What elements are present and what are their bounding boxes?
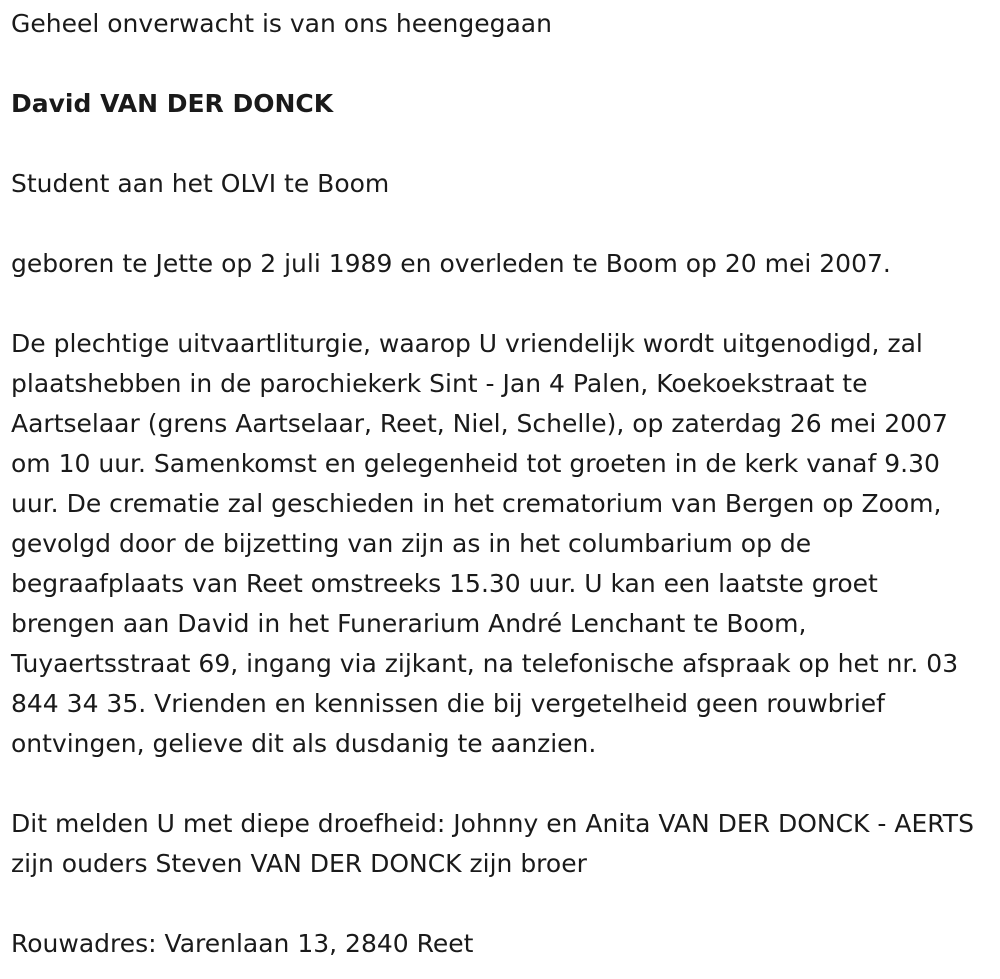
deceased-name: David VAN DER DONCK [11,89,334,118]
mourning-address: Rouwadres: Varenlaan 13, 2840 Reet [11,929,474,958]
occupation-text: Student aan het OLVI te Boom [11,169,390,198]
ceremony-details: De plechtige uitvaartliturgie, waarop U vriendelijk wordt uitgenodigd, zal plaatshebben in de parochiekerk Sint - Jan 4 Palen, Koekoekstraat te Aartselaar (grens Aartselaar, Reet, Niel, Schelle), op zaterdag 26 mei 2007 om 10 uur. Samenkomst en gelegenheid tot groeten in de kerk vanaf 9.30 uur. De crematie zal geschieden in het crematorium van Bergen op Zoom, gevolgd door de bijzetting van zijn as in het columbarium op de begraafplaats van Reet omstreeks 15.30 uur. U kan een laatste groet brengen aan David in het Funerarium André Lenchant te Boom, Tuyaertsstraat 69, ingang via zijkant, na telefonische afspraak op het nr. 03 844 34 35. Vrienden en kennissen die bij vergetelheid geen rouwbrief ontvingen, gelieve dit als dusdanig te aanzien. [11,329,959,758]
intro-text: Geheel onverwacht is van ons heengegaan [11,9,552,38]
birth-death-text: geboren te Jette op 2 juli 1989 en overleden te Boom op 20 mei 2007. [11,249,891,278]
family-announcement: Dit melden U met diepe droefheid: Johnny en Anita VAN DER DONCK - AERTS zijn ouders Steven VAN DER DONCK zijn broer [11,809,974,878]
